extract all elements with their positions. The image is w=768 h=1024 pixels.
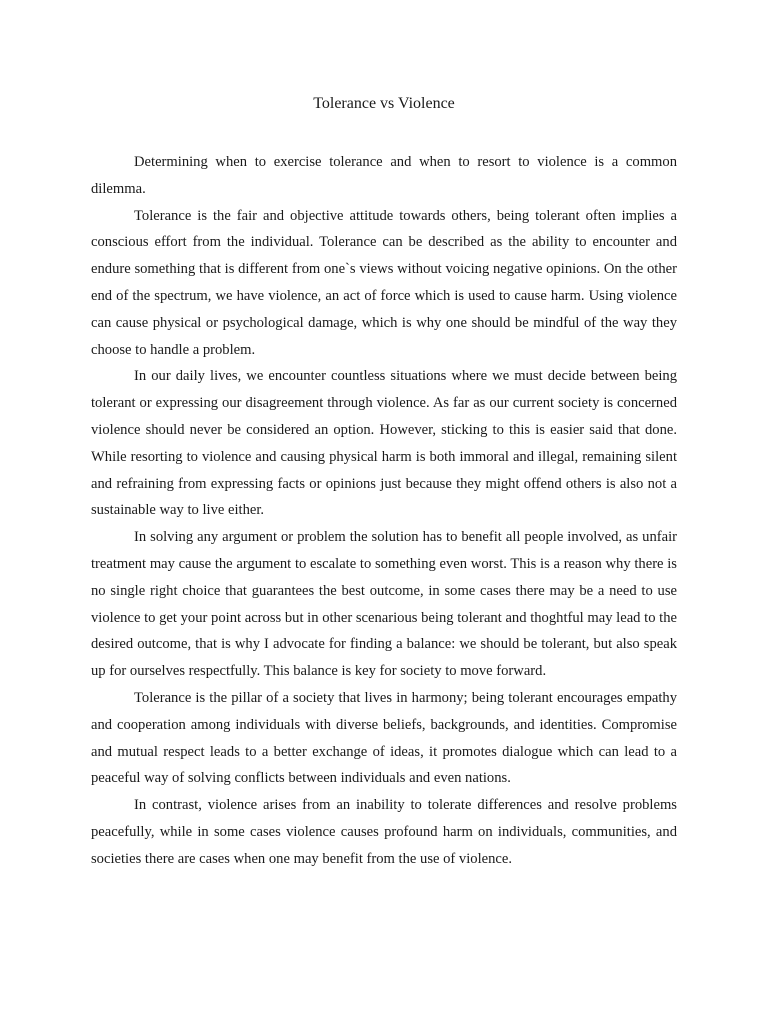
paragraph: Tolerance is the pillar of a society that lives in harmony; being tolerant encourages empathy and cooperation among individuals with diverse beliefs, backgrounds, and identities. Compromise and mutual respect leads to a better exchange of ideas, it promotes dialogue which can lead to a peaceful way of solving conflicts between individuals and even nations.: [91, 689, 677, 787]
paragraph: In contrast, violence arises from an inability to tolerate differences and resolve problems peacefully, while in some cases violence causes profound harm on individuals, communities, and societies there are cases when one may benefit from the use of violence.: [91, 797, 677, 867]
paragraph: In our daily lives, we encounter countless situations where we must decide between being tolerant or expressing our disagreement through violence. As far as our current society is concerned violence should never be considered an option. However, sticking to this is easier said that done. While resorting to violence and causing physical harm is both immoral and illegal, remaining silent and refraining from expressing facts or opinions just because they might offend others is also not a sustainable way to live either.: [91, 368, 677, 519]
document-title: Tolerance vs Violence: [313, 95, 455, 112]
paragraph: Tolerance is the fair and objective attitude towards others, being tolerant often implies a conscious effort from the individual. Tolerance can be described as the ability to encounter and endure something that is different from one`s views without voicing negative opinions. On the other end of the spectrum, we have violence, an act of force which is used to cause harm. Using violence can cause physical or psychological damage, which is why one should be mindful of the way they choose to handle a problem.: [91, 207, 677, 358]
paragraph: In solving any argument or problem the solution has to benefit all people involved, as unfair treatment may cause the argument to escalate to something even worst. This is a reason why there is no single right choice that guarantees the best outcome, in some cases there may be a need to use violence to get your point across but in other scenarious being tolerant and thoghtful may lead to the desired outcome, that is why I advocate for finding a balance: we should be tolerant, but also speak up for ourselves respectfully. This balance is key for society to move forward.: [91, 529, 677, 680]
paragraph: Determining when to exercise tolerance and when to resort to violence is a common dilemma.: [91, 154, 677, 197]
document-body: [91, 149, 677, 873]
